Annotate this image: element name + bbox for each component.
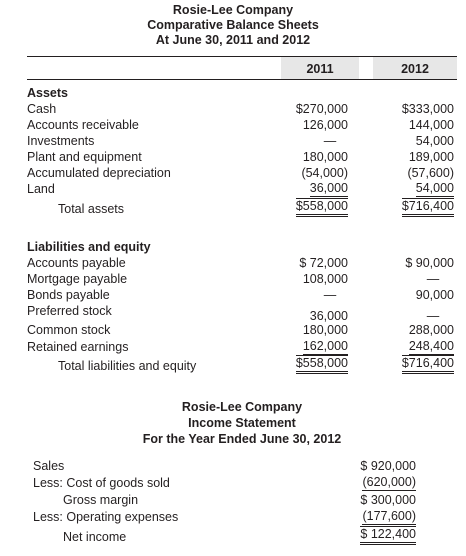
total-liabilities-2011-text: $558,000 (296, 355, 348, 374)
asset-value-2012-text: 54,000 (415, 181, 454, 195)
asset-label: Investments (27, 134, 95, 148)
total-assets-label: Total assets (58, 202, 125, 216)
asset-label: Cash (27, 102, 57, 116)
balance-sheet-title: Comparative Balance Sheets (147, 18, 319, 32)
liability-label: Mortgage payable (27, 272, 128, 286)
total-assets-2012 (368, 200, 454, 213)
column-header-2011: 2011 (306, 62, 334, 76)
asset-label: Plant and equipment (27, 150, 142, 164)
liability-value-2011-text: 162,000 (302, 339, 348, 353)
total-assets-2011 (264, 200, 348, 213)
liabilities-header: Liabilities and equity (27, 240, 151, 254)
total-assets-2011-text: $558,000 (296, 198, 348, 217)
income-row-value (326, 510, 416, 523)
liability-value-2012: 288,000 (408, 323, 454, 337)
income-statement-period: For the Year Ended June 30, 2012 (142, 432, 342, 446)
asset-value-2011 (264, 182, 348, 195)
net-income-label: Net income (63, 530, 127, 544)
net-income-value (326, 528, 416, 541)
liability-label: Preferred stock (27, 304, 112, 318)
liability-value-2011: $ 72,000 (299, 256, 348, 270)
total-assets-2012-text: $716,400 (402, 198, 454, 217)
income-row-label: Sales (33, 459, 65, 473)
total-liabilities-2012 (368, 357, 454, 370)
liability-value-2011: — (323, 288, 337, 302)
asset-value-2011: 126,000 (302, 118, 348, 132)
liability-value-2012: — (426, 272, 440, 286)
asset-value-2012: $333,000 (401, 102, 454, 116)
asset-value-2011: — (323, 134, 337, 148)
column-header-2012: 2012 (401, 62, 429, 76)
liability-value-2012-text: 248,400 (408, 339, 454, 353)
balance-sheet-date: At June 30, 2011 and 2012 (155, 33, 311, 47)
income-row-value: $ 300,000 (360, 493, 416, 507)
total-liabilities-2012-text: $716,400 (402, 355, 454, 374)
asset-label: Land (27, 182, 55, 196)
income-row-label: Less: Operating expenses (33, 510, 179, 524)
income-statement-company: Rosie-Lee Company (181, 400, 303, 414)
asset-value-2012: (57,600) (407, 166, 454, 180)
income-row-value (326, 476, 416, 489)
income-row-value-text: (177,600) (362, 509, 416, 523)
income-row-value-text: (620,000) (362, 475, 416, 489)
asset-value-2011: (54,000) (301, 166, 348, 180)
balance-sheet-company: Rosie-Lee Company (172, 3, 294, 17)
asset-value-2012 (368, 182, 454, 195)
income-row-value: $ 920,000 (360, 459, 416, 473)
asset-value-2011: $270,000 (295, 102, 348, 116)
liability-label: Accounts payable (27, 256, 126, 270)
header-bottom-rule (27, 79, 457, 80)
liability-value-2011 (264, 340, 348, 353)
asset-value-2012: 144,000 (408, 118, 454, 132)
liability-label: Common stock (27, 323, 111, 337)
total-liabilities-label: Total liabilities and equity (58, 359, 197, 373)
asset-value-2012: 189,000 (408, 150, 454, 164)
liability-value-2012: 90,000 (415, 288, 454, 302)
liability-value-2011: 36,000 (309, 309, 348, 323)
asset-value-2012: 54,000 (415, 134, 454, 148)
assets-header: Assets (27, 86, 68, 100)
asset-label: Accumulated depreciation (27, 166, 171, 180)
income-statement-title: Income Statement (188, 416, 296, 430)
asset-label: Accounts receivable (27, 118, 139, 132)
liability-value-2011: 180,000 (302, 323, 348, 337)
liability-label: Bonds payable (27, 288, 110, 302)
liability-value-2012 (368, 340, 454, 353)
net-income-value-text: $ 122,400 (360, 526, 416, 545)
liability-label: Retained earnings (27, 340, 129, 354)
income-row-label: Less: Cost of goods sold (33, 476, 170, 490)
asset-value-2011-text: 36,000 (309, 181, 348, 195)
liability-value-2012: $ 90,000 (405, 256, 454, 270)
liability-value-2012: — (426, 309, 440, 323)
liability-value-2011: 108,000 (302, 272, 348, 286)
income-row-label: Gross margin (63, 493, 139, 507)
asset-value-2011: 180,000 (302, 150, 348, 164)
total-liabilities-2011 (264, 357, 348, 370)
